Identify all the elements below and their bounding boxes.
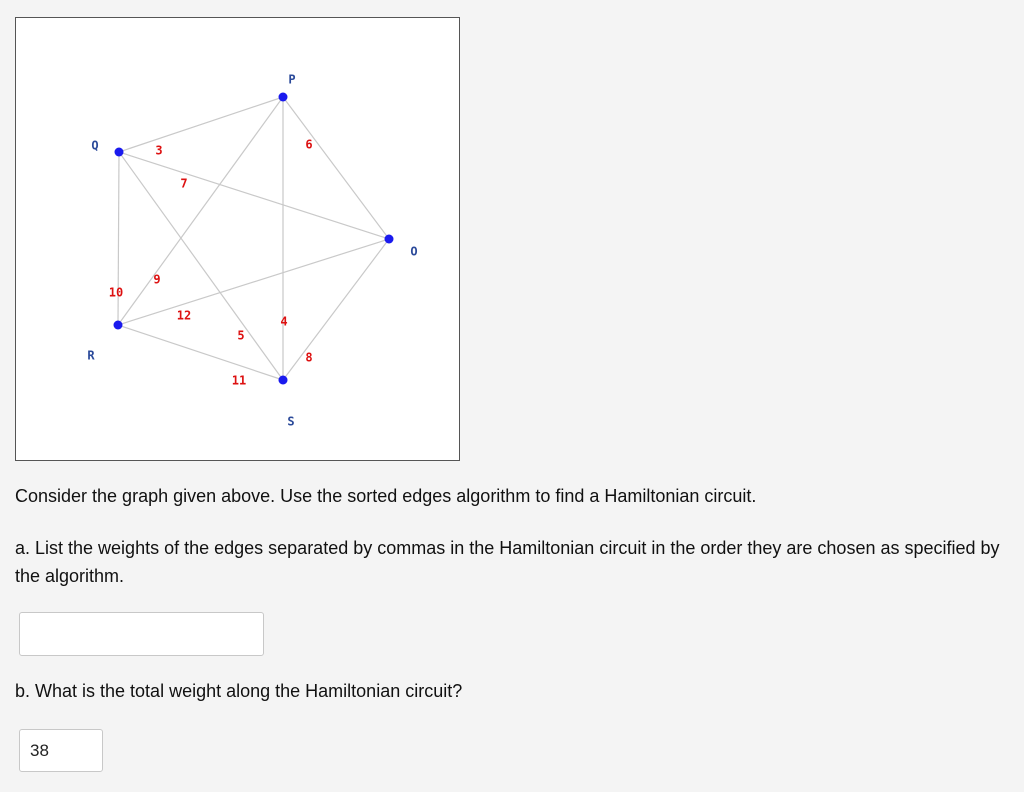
node-s — [279, 376, 288, 385]
answer-b-input[interactable] — [19, 729, 103, 772]
node-p — [279, 93, 288, 102]
graph-diagram — [15, 17, 460, 461]
edge-q-p — [119, 97, 283, 152]
node-o — [385, 235, 394, 244]
question-part-b-text: b. What is the total weight along the Hamiltonian circuit? — [15, 681, 463, 701]
edge-weight-p-o: 6 — [305, 137, 313, 152]
node-label-p: P — [288, 72, 296, 87]
node-label-q: Q — [91, 138, 99, 153]
node-r — [114, 321, 123, 330]
edge-r-s — [118, 325, 283, 380]
edge-weight-p-r: 9 — [153, 272, 161, 287]
question-intro-text: Consider the graph given above. Use the sorted edges algorithm to find a Hamiltonian circuit. — [15, 486, 757, 506]
edge-weight-q-r: 10 — [108, 285, 124, 300]
edge-p-r — [118, 97, 283, 325]
node-q — [115, 148, 124, 157]
edge-weight-r-s: 11 — [231, 373, 247, 388]
edge-p-o — [283, 97, 389, 239]
edge-weight-r-o: 12 — [176, 308, 192, 323]
node-label-r: R — [87, 348, 95, 363]
edge-weight-p-s: 4 — [280, 314, 288, 329]
node-label-s: S — [287, 414, 295, 429]
question-part-a-text: a. List the weights of the edges separated by commas in the Hamiltonian circuit in the order they are chosen as specified by the algorithm. — [15, 538, 1000, 586]
edge-weight-o-s: 8 — [305, 350, 313, 365]
edge-weight-q-s: 5 — [237, 328, 245, 343]
edge-weight-q-p: 3 — [155, 143, 163, 158]
node-label-o: O — [410, 244, 418, 259]
answer-a-input[interactable] — [19, 612, 264, 656]
edge-q-s — [119, 152, 283, 380]
graph-canvas — [16, 18, 459, 460]
edge-o-s — [283, 239, 389, 380]
edge-q-o — [119, 152, 389, 239]
edge-weight-q-o: 7 — [180, 176, 188, 191]
